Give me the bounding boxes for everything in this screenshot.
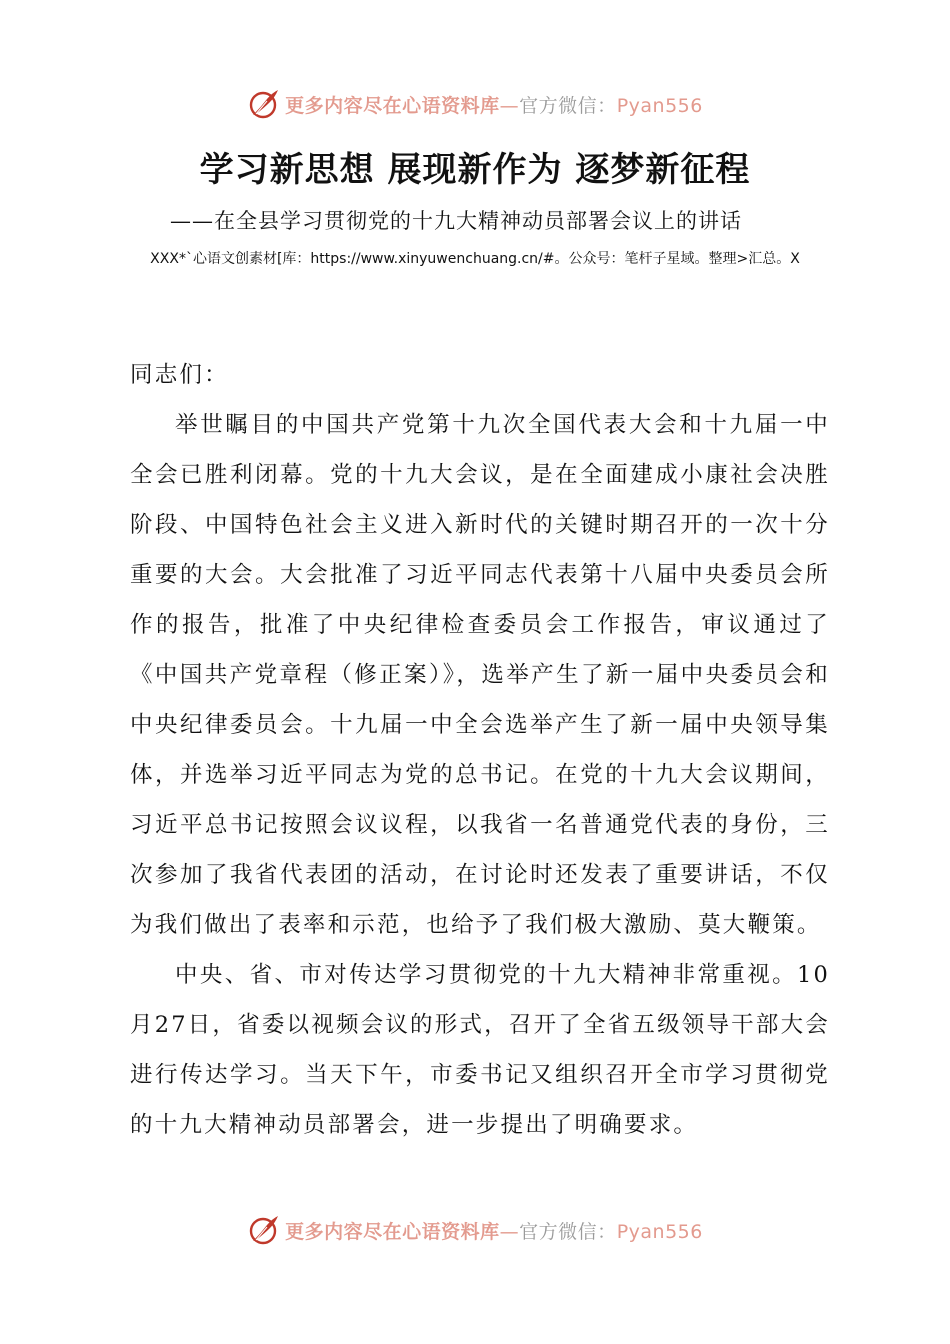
document-body	[130, 350, 830, 1150]
banner-wechat-label: 官方微信：	[519, 94, 617, 117]
banner-site-name: 更多内容尽在心语资料库	[285, 1220, 500, 1243]
body-paragraph: 中央、省、市对传达学习贯彻党的十九大精神非常重视。10月27日，省委以视频会议的形式，召开了全省五级领导干部大会进行传达学习。当天下午，市委书记又组织召开全市学习贯彻党的十九大精神动员部署会，进一步提出了明确要求。	[130, 962, 830, 1138]
banner-dash: —	[499, 1220, 520, 1243]
document-subtitle: ——在全县学习贯彻党的十九大精神动员部署会议上的讲话	[170, 209, 742, 233]
banner-wechat-id: Pyan556	[616, 1220, 703, 1243]
quill-pen-logo-icon	[247, 1213, 281, 1247]
banner-wechat-label: 官方微信：	[519, 1220, 617, 1243]
header-banner	[0, 84, 950, 124]
quill-pen-logo-icon	[247, 87, 281, 121]
source-meta-line: XXX*`心语文创素材[库：https://www.xinyuwenchuang.cn/#。公众号：笔杆子星域。整理>汇总。X	[150, 251, 800, 267]
greeting: 同志们：	[130, 362, 229, 388]
body-paragraph: 举世瞩目的中国共产党第十九次全国代表大会和十九届一中全会已胜利闭幕。党的十九大会议，是在全面建成小康社会决胜阶段、中国特色社会主义进入新时代的关键时期召开的一次十分重要的大会。大会批准了习近平同志代表第十八届中央委员会所作的报告，批准了中央纪律检查委员会工作报告，审议通过了《中国共产党章程（修正案）》，选举产生了新一届中央委员会和中央纪律委员会。十九届一中全会选举产生了新一届中央领导集体，并选举习近平同志为党的总书记。在党的十九大会议期间，习近平总书记按照会议议程，以我省一名普通党代表的身份，三次参加了我省代表团的活动，在讨论时还发表了重要讲话，不仅为我们做出了表率和示范，也给予了我们极大激励、莫大鞭策。	[130, 412, 830, 938]
document-title: 学习新思想 展现新作为 逐梦新征程	[199, 150, 751, 190]
banner-wechat-id: Pyan556	[616, 94, 703, 117]
banner-dash: —	[499, 94, 520, 117]
footer-banner	[0, 1210, 950, 1250]
banner-site-name: 更多内容尽在心语资料库	[285, 94, 500, 117]
